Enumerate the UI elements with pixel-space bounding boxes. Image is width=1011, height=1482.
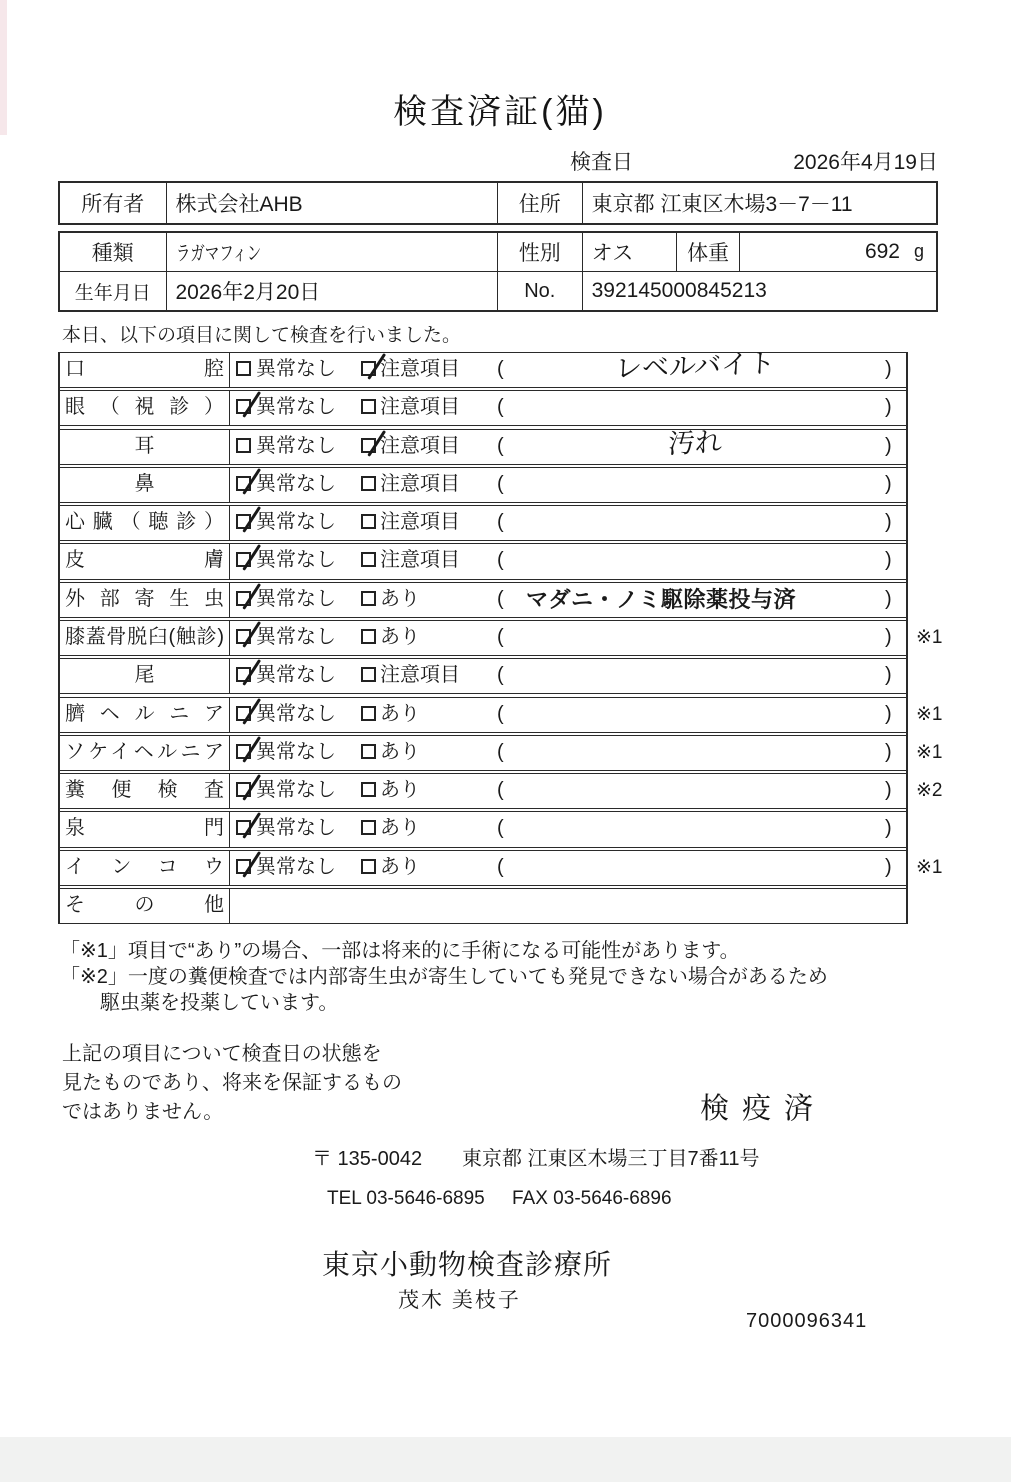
- checkbox-checked: [236, 629, 251, 644]
- no-label: No.: [498, 272, 583, 311]
- paren-close: ): [885, 434, 892, 457]
- paren-close: ): [885, 855, 892, 878]
- exam-row-2: [60, 426, 906, 465]
- page-title: 検査済証(猫): [393, 93, 607, 131]
- paren-close: ): [885, 740, 892, 763]
- checkbox-checked: [236, 820, 251, 835]
- option-1-label: 異常なし: [256, 587, 336, 610]
- printed-note: マダニ・ノミ駆除薬投与済: [526, 586, 797, 612]
- option-2-label: 注意項目: [380, 472, 460, 495]
- exam-item-label: 鼻: [60, 468, 230, 502]
- option-2-label: あり: [380, 855, 420, 878]
- exam-item-label: 耳: [60, 430, 230, 464]
- paren-open: (: [497, 549, 504, 572]
- footnote-1: 「※1」項目で“あり”の場合、一部は将来的に手術になる可能性があります。: [60, 940, 740, 962]
- option-2-label: あり: [380, 817, 420, 840]
- exam-row-14: [60, 888, 906, 924]
- checkbox-unchecked: [361, 782, 376, 797]
- checkbox-unchecked: [236, 438, 251, 453]
- option-1-label: 異常なし: [256, 358, 336, 380]
- exam-item-label: その他: [60, 889, 230, 923]
- paren-open: (: [497, 779, 504, 802]
- checkbox-unchecked: [361, 591, 376, 606]
- no-value: 392145000845213: [591, 279, 767, 303]
- exam-date-label: 検査日: [570, 151, 633, 174]
- option-2-label: あり: [380, 740, 420, 763]
- weight-unit: g: [913, 241, 924, 262]
- checkbox-checked: [361, 438, 376, 453]
- address-label: 住所: [498, 183, 583, 223]
- handwritten-note: レベルバイト: [614, 348, 776, 384]
- checkbox-unchecked: [361, 514, 376, 529]
- birth-value: 2026年2月20日: [167, 272, 499, 311]
- weight-cell: [740, 233, 936, 271]
- paren-close: ): [885, 511, 892, 534]
- exam-row-6: [60, 582, 906, 618]
- footnote-2: 「※2」一度の糞便検査では内部寄生虫が寄生していても発見できない場合があるため: [60, 966, 828, 988]
- checkbox-unchecked: [361, 476, 376, 491]
- exam-row-5: [60, 543, 906, 579]
- footnote-2b: 駆虫薬を投薬しています。: [100, 992, 339, 1014]
- footnotes: [60, 938, 828, 1016]
- handwritten-note: 汚れ: [667, 426, 723, 459]
- option-2-label: 注意項目: [380, 434, 460, 457]
- option-1-label: 異常なし: [256, 740, 336, 763]
- option-1-label: 異常なし: [256, 434, 336, 457]
- address-value: 東京都 江東区木場3－7－11: [591, 193, 853, 216]
- paren-open: (: [497, 664, 504, 687]
- option-2-label: 注意項目: [380, 664, 460, 687]
- reference-marker: ※1: [916, 856, 943, 878]
- intro-text: 本日、以下の項目に関して検査を行いました。: [62, 325, 462, 346]
- checkbox-checked: [236, 782, 251, 797]
- option-2-label: 注意項目: [380, 511, 460, 534]
- option-1-label: 異常なし: [256, 779, 336, 802]
- checkbox-unchecked: [361, 552, 376, 567]
- option-2-label: あり: [380, 587, 420, 610]
- disclaimer-line-3: ではありません。: [62, 1101, 224, 1123]
- checkbox-checked: [236, 514, 251, 529]
- exam-row-7: [60, 620, 943, 656]
- paren-close: ): [885, 587, 892, 610]
- checkbox-unchecked: [361, 706, 376, 721]
- paren-open: (: [497, 855, 504, 878]
- checkbox-checked: [236, 744, 251, 759]
- paren-close: ): [885, 779, 892, 802]
- checkbox-unchecked: [361, 399, 376, 414]
- exam-date-value: 2026年4月19日: [793, 151, 938, 174]
- checkbox-unchecked: [236, 361, 251, 376]
- paren-close: ): [885, 549, 892, 572]
- option-1-label: 異常なし: [256, 472, 336, 495]
- paren-close: ): [885, 396, 892, 419]
- exam-item-label: ソケイヘルニア: [60, 736, 230, 770]
- option-2-label: あり: [380, 702, 420, 725]
- owner-table: [58, 181, 938, 225]
- checkbox-checked: [236, 552, 251, 567]
- sex-value: オス: [583, 233, 678, 271]
- paren-close: ): [885, 358, 892, 380]
- disclaimer-line-2: 見たものであり、将来を保証するもの: [62, 1072, 402, 1094]
- option-1-label: 異常なし: [256, 664, 336, 687]
- paren-close: ): [885, 625, 892, 648]
- reference-marker: ※1: [916, 741, 943, 763]
- examiner-name: 茂木 美枝子: [398, 1289, 521, 1312]
- info-table: [58, 231, 938, 312]
- exam-row-3: [60, 467, 906, 503]
- clinic-fax: FAX 03-5646-6896: [512, 1188, 672, 1209]
- paren-open: (: [497, 740, 504, 763]
- checkbox-checked: [236, 476, 251, 491]
- checkbox-unchecked: [361, 629, 376, 644]
- paren-open: (: [497, 472, 504, 495]
- exam-item-label: 心臓（聴診）: [60, 506, 230, 540]
- option-2-label: 注意項目: [380, 396, 460, 419]
- breed-label: 種類: [60, 233, 167, 271]
- paren-open: (: [497, 625, 504, 648]
- scan-artifact-bottom: [0, 1437, 1011, 1482]
- paren-close: ): [885, 472, 892, 495]
- exam-row-4: [60, 505, 906, 541]
- paren-close: ): [885, 817, 892, 840]
- postal-code: 〒 135-0042: [312, 1148, 423, 1170]
- option-2-label: あり: [380, 779, 420, 802]
- reference-marker: ※1: [916, 626, 943, 648]
- checkbox-unchecked: [361, 744, 376, 759]
- exam-row-8: [60, 658, 906, 694]
- checkbox-unchecked: [361, 820, 376, 835]
- checkbox-checked: [236, 859, 251, 874]
- paren-close: ): [885, 664, 892, 687]
- exam-item-label: 臍ヘルニア: [60, 698, 230, 732]
- option-2-label: 注意項目: [380, 358, 460, 380]
- option-1-label: 異常なし: [256, 511, 336, 534]
- option-1-label: 異常なし: [256, 625, 336, 648]
- checkbox-checked: [361, 361, 376, 376]
- weight-label: 体重: [677, 233, 740, 271]
- exam-row-1: [60, 390, 906, 426]
- disclaimer-line-1: 上記の項目について検査日の状態を: [62, 1043, 382, 1065]
- option-2-label: あり: [380, 625, 420, 648]
- checkbox-unchecked: [361, 667, 376, 682]
- weight-value: 692: [864, 239, 900, 263]
- exam-row-13: [60, 850, 943, 886]
- checkbox-unchecked: [361, 859, 376, 874]
- exam-row-10: [60, 735, 943, 771]
- disclaimer: [62, 1040, 402, 1127]
- reference-marker: ※1: [916, 703, 943, 725]
- reference-marker: ※2: [916, 780, 943, 802]
- checkbox-checked: [236, 706, 251, 721]
- exam-row-9: [60, 697, 943, 733]
- paren-close: ): [885, 702, 892, 725]
- checkbox-checked: [236, 399, 251, 414]
- option-2-label: 注意項目: [380, 549, 460, 572]
- exam-item-label: 尾: [60, 659, 230, 693]
- option-1-label: 異常なし: [256, 549, 336, 572]
- exam-item-label: 膝蓋骨脱臼(触診): [60, 621, 230, 655]
- clinic-name: 東京小動物検査診療所: [322, 1249, 613, 1280]
- exam-row-11: [60, 773, 943, 809]
- exam-item-label: 眼（視診）: [60, 391, 230, 425]
- clinic-address: 東京都 江東区木場三丁目7番11号: [462, 1148, 760, 1170]
- option-1-label: 異常なし: [256, 817, 336, 840]
- paren-open: (: [497, 434, 504, 457]
- paren-open: (: [497, 817, 504, 840]
- sex-label: 性別: [498, 233, 583, 271]
- paren-open: (: [497, 511, 504, 534]
- paren-open: (: [497, 587, 504, 610]
- checkbox-checked: [236, 591, 251, 606]
- serial-number: 7000096341: [746, 1310, 868, 1332]
- option-1-label: 異常なし: [256, 702, 336, 725]
- exam-item-label: 泉門: [60, 812, 230, 846]
- exam-item-label: インコウ: [60, 851, 230, 885]
- paren-open: (: [497, 396, 504, 419]
- option-1-label: 異常なし: [256, 855, 336, 878]
- option-1-label: 異常なし: [256, 396, 336, 419]
- owner-value: 株式会社AHB: [167, 183, 499, 223]
- owner-label: 所有者: [60, 183, 167, 223]
- exam-table: [58, 348, 943, 924]
- paren-open: (: [497, 702, 504, 725]
- exam-item-label: 口腔: [60, 353, 230, 387]
- exam-item-label: 皮膚: [60, 544, 230, 578]
- exam-row-12: [60, 811, 906, 847]
- clinic-tel: TEL 03-5646-6895: [327, 1188, 485, 1209]
- exam-row-0: [60, 348, 906, 388]
- checkbox-checked: [236, 667, 251, 682]
- birth-label: 生年月日: [60, 272, 167, 311]
- exam-item-label: 糞便検査: [60, 774, 230, 808]
- breed-value: ラガマフィン: [167, 233, 499, 271]
- quarantine-passed-stamp: 検疫済: [700, 1093, 827, 1125]
- paren-open: (: [497, 358, 504, 380]
- exam-item-label: 外部寄生虫: [60, 583, 230, 617]
